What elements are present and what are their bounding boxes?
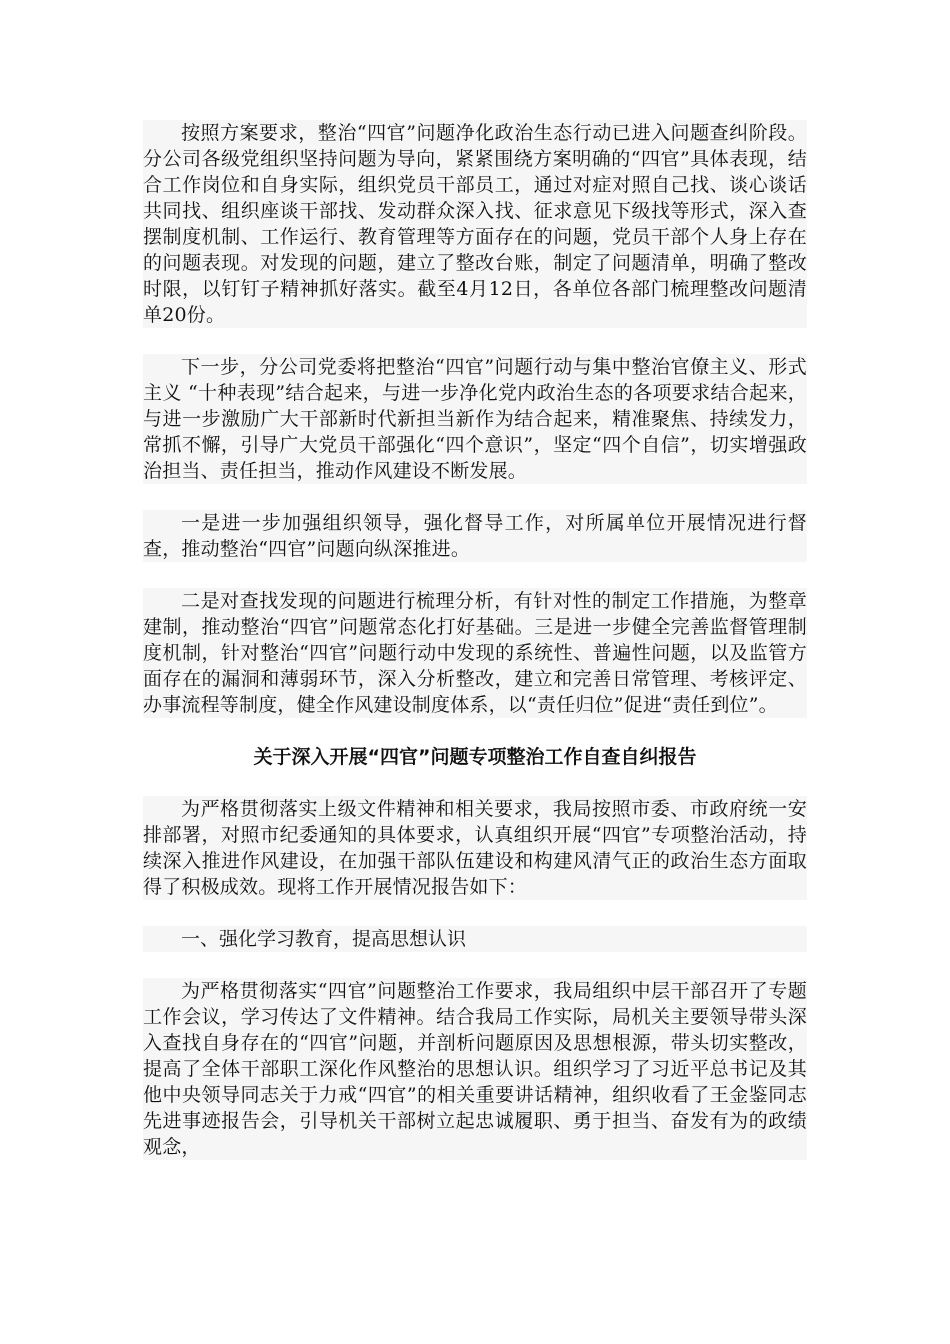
paragraph-report-intro: 为严格贯彻落实上级文件精神和相关要求，我局按照市委、市政府统一安排部署，对照市纪委通知的具体要求，认真组织开展“四官”专项整治活动，持续深入推进作风建设，在加强干部队伍建设和构建风清气正的政治生态方面取得了积极成效。现将工作开展情况报告如下： [143,798,807,898]
section-heading-study: 一、强化学习教育，提高思想认识 [143,926,807,952]
paragraph-point-one: 一是进一步加强组织领导，强化督导工作，对所属单位开展情况进行督查，推动整治“四官”问题向纵深推进。 [143,512,807,560]
paragraph-study-body: 为严格贯彻落实“四官”问题整治工作要求，我局组织中层干部召开了专题工作会议，学习传达了文件精神。结合我局工作实际，局机关主要领导带头深入查找自身存在的“四官”问题，并剖析问题原因及思想根源，带头切实整改，提高了全体干部职工深化作风整治的思想认识。组织学习了习近平总书记及其他中央领导同志关于力戒“四官”的相关重要讲话精神，组织收看了王金鉴同志先进事迹报告会，引导机关干部树立起忠诚履职、勇于担当、奋发有为的政绩观念， [143,980,807,1158]
paragraph-problem-check: 按照方案要求，整治“四官”问题净化政治生态行动已进入问题查纠阶段。分公司各级党组织坚持问题为导向，紧紧围绕方案明确的“四官”具体表现，结合工作岗位和自身实际，组织党员干部员工，通过对症对照自己找、谈心谈话共同找、组织座谈干部找、发动群众深入找、征求意见下级找等形式，深入查摆制度机制、工作运行、教育管理等方面存在的问题，党员干部个人身上存在的问题表现。对发现的问题，建立了整改台账，制定了问题清单，明确了整改时限，以钉钉子精神抓好落实。截至4月12日，各单位各部门梳理整改问题清单20份。 [143,122,807,326]
report-title: 关于深入开展“四官”问题专项整治工作自查自纠报告 [253,746,697,768]
paragraph-point-two-three: 二是对查找发现的问题进行梳理分析，有针对性的制定工作措施，为整章建制，推动整治“四官”问题常态化打好基础。三是进一步健全完善监督管理制度机制，针对整治“四官”问题行动中发现的系统性、普遍性问题，以及监管方面存在的漏洞和薄弱环节，深入分析整改，建立和完善日常管理、考核评定、办事流程等制度，健全作风建设制度体系，以“责任归位”促进“责任到位”。 [143,590,807,716]
paragraph-next-step: 下一步，分公司党委将把整治“四官”问题行动与集中整治官僚主义、形式主义 “十种表现”结合起来，与进一步净化党内政治生态的各项要求结合起来，与进一步激励广大干部新时代新担当新作为结合起来，精准聚焦、持续发力，常抓不懈，引导广大党员干部强化“四个意识”，坚定“四个自信”，切实增强政治担当、责任担当，推动作风建设不断发展。 [143,356,807,482]
document-page [143,120,807,1186]
